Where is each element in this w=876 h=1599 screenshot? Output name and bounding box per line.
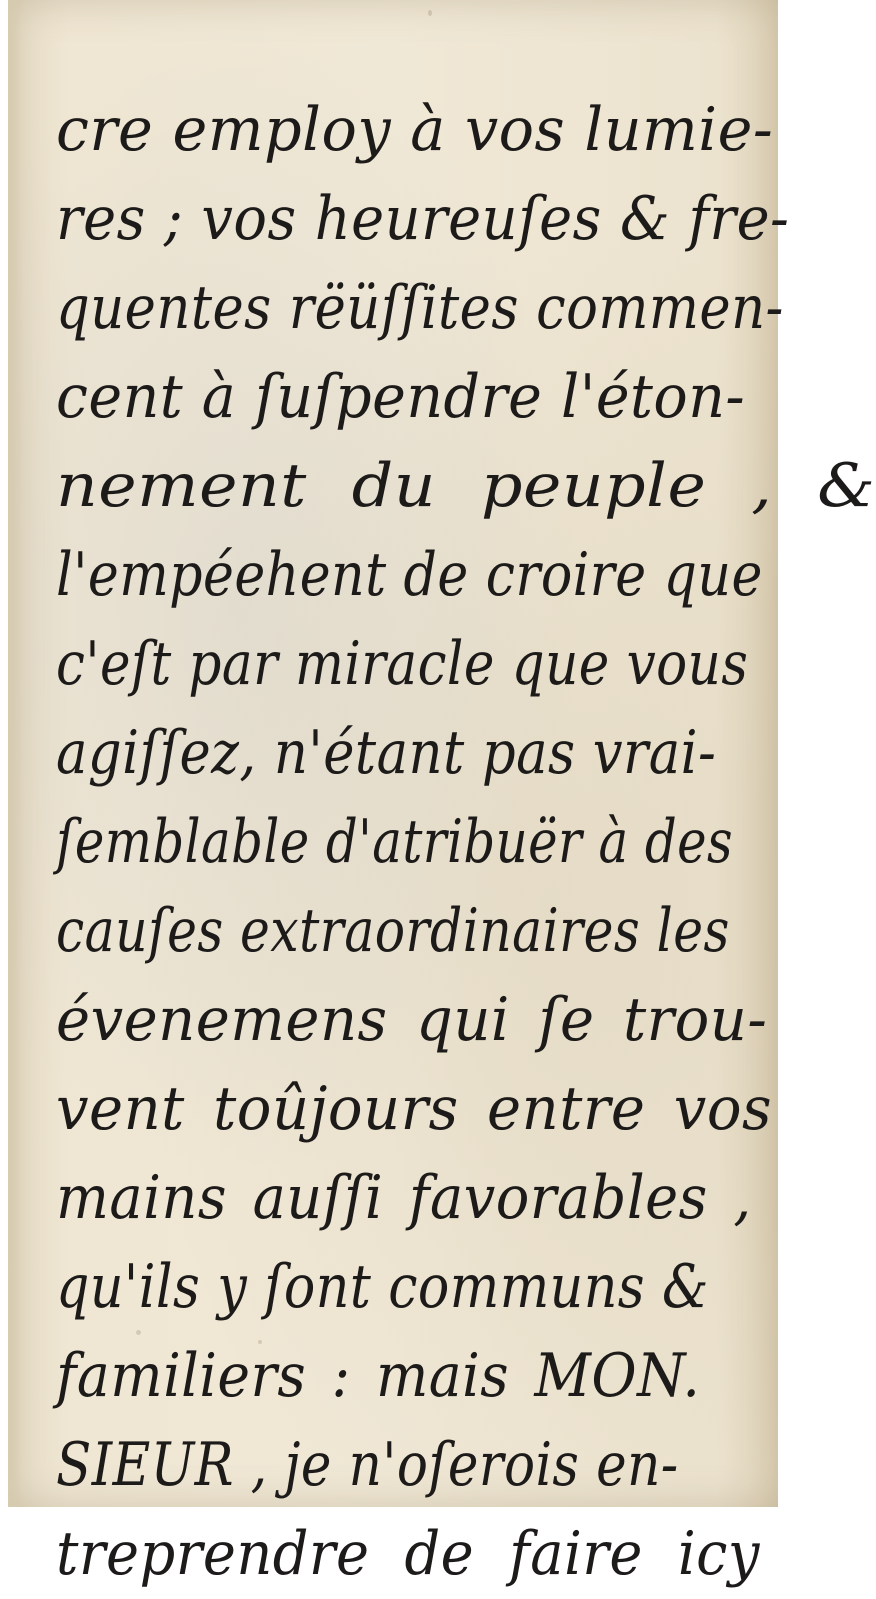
page-text <box>56 86 876 1599</box>
text-line: cauſes extraordinaires les <box>56 896 730 966</box>
text-line: nement du peuple , & <box>56 451 876 521</box>
page-gutter-shadow <box>8 0 22 1507</box>
text-line: cre employ à vos lumie- <box>56 95 774 165</box>
text-line: treprendre de faire icy <box>56 1519 760 1589</box>
text-line: familiers : mais MON. <box>56 1341 701 1411</box>
text-line: res ; vos heureuſes & fre- <box>56 184 790 254</box>
text-line: agiſſez, n'étant pas vrai- <box>56 718 717 788</box>
text-line: cent à ſuſpendre l'éton- <box>56 362 746 432</box>
text-line: quentes rëüſſites commen- <box>56 273 784 343</box>
text-line: c'eſt par miracle que vous <box>56 629 749 699</box>
text-line: ſemblable d'atribuër à des <box>56 807 734 877</box>
ink-speck <box>428 10 432 16</box>
text-line: l'empéehent de croire que <box>56 540 763 610</box>
text-line: évenemens qui ſe trou- <box>56 985 768 1055</box>
text-line: mains auſſi favorables , <box>56 1163 752 1233</box>
text-line: SIEUR , je n'oſerois en- <box>56 1430 679 1500</box>
text-line: vent toûjours entre vos <box>56 1074 773 1144</box>
text-line: qu'ils y ſont communs & <box>56 1252 709 1322</box>
book-page <box>8 0 876 1589</box>
